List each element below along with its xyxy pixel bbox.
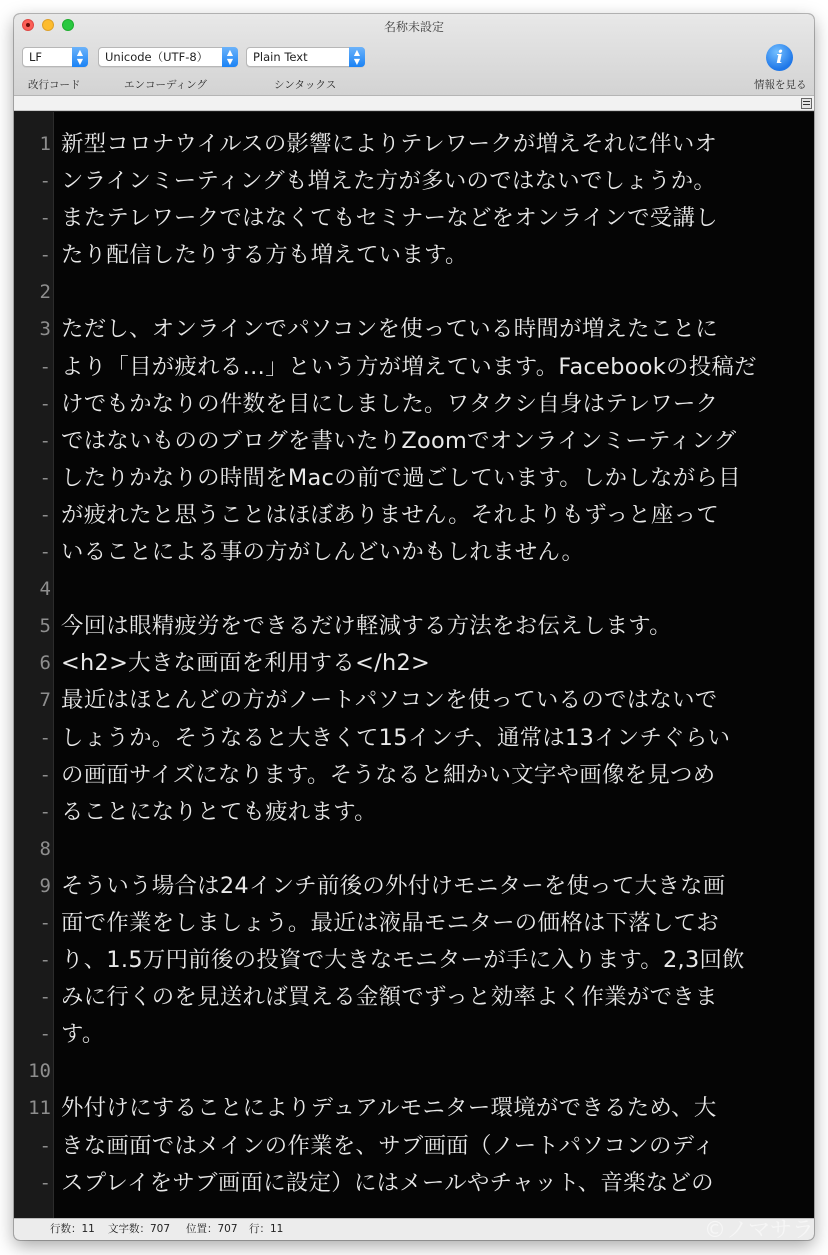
editor-row [14, 645, 814, 682]
line-number: - [39, 392, 51, 415]
editor-window [14, 14, 814, 1240]
line-text[interactable]: したりかなりの時間をMacの前で過ごしています。しかしながら目 [61, 464, 741, 491]
syntax-label: シンタックス [274, 79, 337, 91]
info-label: 情報を見る [754, 79, 807, 91]
line-number: 7 [39, 689, 51, 712]
line-text[interactable]: けでもかなりの件数を目にしました。ワタクシ自身はテレワーク [61, 390, 719, 417]
line-text[interactable]: 新型コロナウイルスの影響によりテレワークが増えそれに伴いオ [61, 131, 718, 157]
line-number: 1 [39, 133, 51, 155]
line-number: - [39, 503, 51, 526]
line-text[interactable]: スプレイをサブ画面に設定）にはメールやチャット、音楽などの [61, 1169, 714, 1196]
text-editor[interactable] [14, 112, 814, 1218]
line-number: - [39, 355, 51, 378]
line-ending-label: 改行コード [28, 79, 81, 91]
encoding-select[interactable] [98, 47, 238, 67]
status-bar [14, 1218, 814, 1240]
editor-row [14, 200, 814, 237]
line-text[interactable]: <h2>大きな画面を利用する</h2> [61, 650, 431, 677]
info-icon[interactable]: i [766, 44, 793, 71]
line-text[interactable]: が疲れたと思うことはほぼありません。それよりもずっと座って [61, 501, 720, 528]
editor-row [14, 794, 814, 831]
line-number: - [39, 726, 51, 749]
editor-row [14, 1090, 814, 1127]
line-number: - [39, 800, 51, 823]
line-text[interactable]: ただし、オンラインでパソコンを使っている時間が増えたことに [61, 316, 718, 343]
line-number: 6 [39, 652, 51, 675]
editor-row [14, 682, 814, 719]
line-text[interactable]: いることによる事の方がしんどいかもしれません。 [61, 539, 585, 566]
editor-row [14, 942, 814, 979]
editor-lines [14, 126, 814, 1202]
line-text[interactable]: ンラインミーティングも増えた方が多いのではないでしょうか。 [61, 168, 717, 195]
line-text[interactable]: 最近はほとんどの方がノートパソコンを使っているのではないで [61, 687, 718, 714]
line-text[interactable]: 面で作業をしましょう。最近は液晶モニターの価格は下落してお [61, 909, 720, 936]
line-text[interactable]: す。 [61, 1021, 105, 1048]
line-text[interactable]: 今回は眼精疲労をできるだけ軽減する方法をお伝えします。 [61, 613, 672, 640]
title-bar [14, 14, 814, 96]
editor-row [14, 423, 814, 460]
editor-row [14, 126, 814, 163]
line-text[interactable]: り、1.5万円前後の投資で大きなモニターが手に入ります。2,3回飲 [61, 947, 745, 974]
line-number: - [39, 207, 51, 230]
syntax-value: Plain Text [253, 50, 308, 64]
editor-row [14, 1128, 814, 1165]
line-number: 4 [39, 578, 51, 601]
line-number: - [39, 466, 51, 489]
line-text[interactable]: 外付けにすることによりデュアルモニター環境ができるため、大 [61, 1095, 717, 1122]
line-text[interactable]: みに行くのを見送れば買える金額でずっと効率よく作業ができま [61, 984, 718, 1011]
status-line: 行：11 [249, 1223, 284, 1235]
line-number: - [39, 763, 51, 786]
updown-chevron-icon: ▲ ▼ [349, 47, 365, 67]
line-number: - [39, 1134, 51, 1157]
status-position: 位置：707 [186, 1223, 238, 1235]
line-ending-value: LF [29, 50, 43, 64]
line-number: 2 [39, 281, 51, 304]
line-number: - [39, 1023, 51, 1046]
line-text[interactable]: たり配信したりする方も増えています。 [61, 242, 468, 269]
window-title: 名称未設定 [383, 20, 444, 34]
editor-row [14, 571, 814, 608]
line-number: 3 [39, 318, 51, 341]
split-view-icon[interactable] [801, 98, 812, 109]
editor-row [14, 534, 814, 571]
line-number: - [39, 986, 51, 1009]
ruler-bar [14, 96, 814, 111]
editor-row [14, 237, 814, 274]
encoding-label: エンコーディング [124, 79, 207, 91]
updown-chevron-icon: ▲ ▼ [222, 47, 238, 67]
line-text[interactable]: より「目が疲れる…」という方が増えています。Facebookの投稿だ [61, 353, 757, 380]
line-number: - [39, 170, 51, 193]
editor-row [14, 1165, 814, 1202]
editor-row [14, 386, 814, 423]
watermark: ©ノマサラ [704, 1218, 814, 1240]
line-number: 9 [39, 874, 51, 897]
editor-row [14, 905, 814, 942]
updown-chevron-icon: ▲ ▼ [72, 47, 88, 67]
editor-row [14, 720, 814, 757]
status-line-count: 行数：11 [50, 1223, 95, 1235]
editor-row [14, 497, 814, 534]
syntax-select[interactable] [246, 47, 365, 67]
line-number: - [39, 1171, 51, 1194]
status-char-count: 文字数：707 [108, 1223, 171, 1235]
line-number: - [39, 429, 51, 452]
line-number: - [39, 244, 51, 267]
line-text[interactable]: そういう場合は24インチ前後の外付けモニターを使って大きな画 [61, 872, 726, 899]
line-number: - [39, 911, 51, 934]
editor-row [14, 831, 814, 868]
line-text[interactable]: しょうか。そうなると大きくて15インチ、通常は13インチぐらい [61, 724, 731, 751]
editor-row [14, 757, 814, 794]
editor-row [14, 608, 814, 645]
editor-row [14, 1053, 814, 1090]
line-number: 10 [28, 1060, 51, 1083]
line-ending-select[interactable] [22, 47, 88, 67]
editor-row [14, 979, 814, 1016]
line-number: - [39, 541, 51, 564]
line-text[interactable]: きな画面ではメインの作業を、サブ画面（ノートパソコンのディ [61, 1132, 716, 1159]
editor-row [14, 349, 814, 386]
editor-row [14, 274, 814, 311]
line-number: 8 [39, 837, 51, 860]
editor-row [14, 311, 814, 348]
line-text[interactable]: ることになりとても疲れます。 [61, 798, 377, 825]
editor-row [14, 1016, 814, 1053]
line-number: 5 [39, 615, 51, 638]
editor-row [14, 163, 814, 200]
line-text[interactable]: またテレワークではなくてもセミナーなどをオンラインで受講し [61, 205, 718, 232]
line-number: 11 [28, 1097, 51, 1120]
line-number: - [39, 949, 51, 972]
editor-row [14, 460, 814, 497]
editor-row [14, 868, 814, 905]
encoding-value: Unicode（UTF-8） [105, 50, 209, 64]
line-text[interactable]: ではないもののブログを書いたりZoomでオンラインミーティング [61, 427, 737, 454]
line-text[interactable]: の画面サイズになります。そうなると細かい文字や画像を見つめ [61, 761, 716, 788]
